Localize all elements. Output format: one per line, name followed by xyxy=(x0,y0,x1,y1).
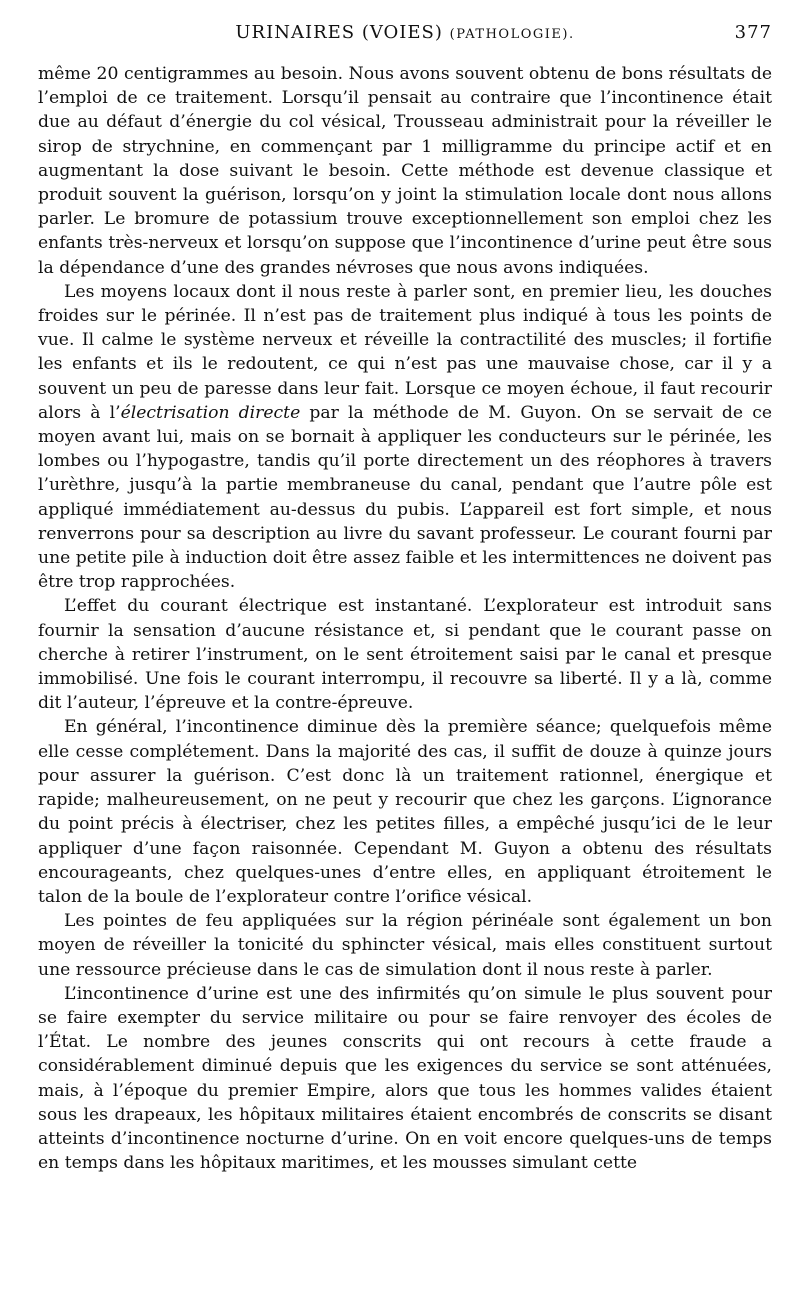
paragraph-2-part-1: Les moyens locaux dont il nous reste à parler sont, en premier lieu, les douches froides sur le périnée. Il n’est pas de traitement plus indiqué à tous les points de vue. Il calme le système nerveux et réveille la contractilité des muscles; il fortifie les enfants et ils le redoutent, ce qui n’est pas une mauvaise chose, car il y a souvent un peu de paresse dans leur fait. Lorsque ce moyen échoue, il faut recourir alors à l’ xyxy=(38,281,772,423)
paragraph-1: même 20 centigrammes au besoin. Nous avons souvent obtenu de bons résultats de l’emploi de ce traitement. Lorsqu’il pensait au contraire que l’incontinence était due au défaut d’énergie du col vésical, Trousseau administrait pour la réveiller le sirop de strychnine, en commençant par 1 milligramme du principe actif et en augmentant la dose suivant le besoin. Cette méthode est devenue classique et produit souvent la guérison, lorsqu’on y joint la stimulation locale dont nous allons parler. Le bromure de potassium trouve exceptionnellement son emploi chez les enfants très-nerveux et lorsqu’on suppose que l’incontinence d’urine peut être sous la dépendance d’une des grandes névroses que nous avons indiquées. xyxy=(38,64,772,278)
paragraph-4: En général, l’incontinence diminue dès la première séance; quelquefois même elle cesse complétement. Dans la majorité des cas, il suffit de douze à quinze jours pour assurer la guérison. C’est donc là un traitement rationnel, énergique et rapide; malheureusement, on ne peut y recourir que chez les garçons. L’ignorance du point précis à électriser, chez les petites filles, a empêché jusqu’ici de le leur appliquer d’une façon raisonnée. Cependant M. Guyon a obtenu des résultats encourageants, chez quelques-unes d’entre elles, en appliquant étroitement le talon de la boule de l’explorateur contre l’orifice vésical. xyxy=(38,717,772,907)
body-text xyxy=(38,62,772,1175)
paragraph-3: L’effet du courant électrique est instantané. L’explorateur est introduit sans fournir la sensation d’aucune résistance et, si pendant que le courant passe on cherche à retirer l’instrument, on le sent étroitement saisi par le canal et presque immobilisé. Une fois le courant interrompu, il recouvre sa liberté. Il y a là, comme dit l’auteur, l’épreuve et la contre-épreuve. xyxy=(38,596,772,714)
paragraph-2-part-2: par la méthode de M. Guyon. On se servait de ce moyen avant lui, mais on se bornait à appliquer les conducteurs sur le périnée, les lombes ou l’hypogastre, tandis qu’il porte directement un des réophores à travers l’urèthre, jusqu’à la partie membraneuse du canal, pendant que l’autre pôle est appliqué immédiatement au-dessus du pubis. L’appareil est fort simple, et nous renverrons pour sa description au livre du savant professeur. Le courant fourni par une petite pile à induction doit être assez faible et les intermittences ne doivent pas être trop rapprochées. xyxy=(38,402,773,593)
page-number: 377 xyxy=(734,22,772,43)
paragraph-5: Les pointes de feu appliquées sur la région périnéale sont également un bon moyen de réveiller la tonicité du sphincter vésical, mais elles constituent surtout une ressource précieuse dans le cas de simulation dont il nous reste à parler. xyxy=(38,911,772,980)
paragraph-2-emphasis: électrisation directe xyxy=(120,402,301,423)
paragraph-2 xyxy=(38,280,772,595)
paragraph-6: L’incontinence d’urine est une des infirmités qu’on simule le plus souvent pour se faire exempter du service militaire ou pour se faire renvoyer des écoles de l’État. Le nombre des jeunes conscrits qui ont recours à cette fraude a considérablement diminué depuis que les exigences du service se sont atténuées, mais, à l’époque du premier Empire, alors que tous les hommes valides étaient sous les drapeaux, les hôpitaux militaires étaient encombrés de conscrits se disant atteints d’incontinence nocturne d’urine. On en voit encore quelques-uns de temps en temps dans les hôpitaux maritimes, et les mousses simulant cette xyxy=(38,983,772,1174)
running-head xyxy=(38,22,772,62)
running-head-title xyxy=(235,22,574,43)
header-title: URINAIRES (VOIES) xyxy=(235,22,443,43)
page xyxy=(38,0,772,1300)
header-subtitle: (PATHOLOGIE). xyxy=(449,27,575,42)
